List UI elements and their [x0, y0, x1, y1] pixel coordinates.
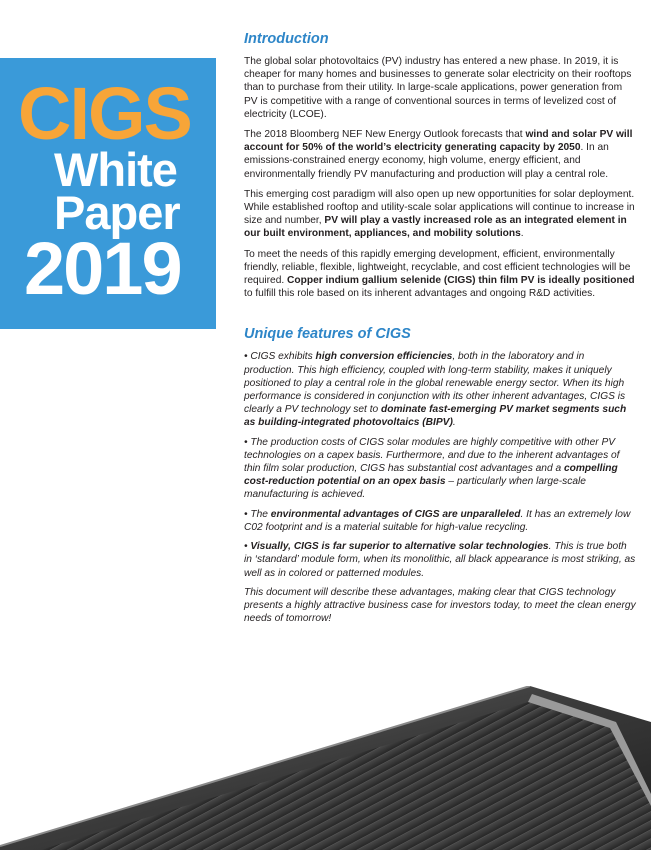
- features-list: [244, 350, 636, 579]
- text-span: The production costs of CIGS solar modules are highly competitive with other PV technologies on a capex basis. Furthermore, and due to the inherent advantages of thin film solar production, CIGS has substantial cost advantages and a: [244, 436, 620, 475]
- bold-span: dominate fast-emerging PV market segments such as building-integrated photovoltaics (BIPV): [244, 404, 627, 429]
- text-span: , both in the laboratory and in production. This high efficiency, coupled with long-term stability, makes it uniquely positioned to play a central role in the global renewable energy sector. When its high performance is considered in conjunction with its other inherent advantages, CIGS is clearly a PV technology set to: [244, 351, 626, 416]
- text-span: .: [452, 417, 456, 429]
- introduction-heading: Introduction: [244, 31, 329, 47]
- text-span: to fulfill this role based on its inherent advantages and ongoing R&D activities.: [244, 288, 596, 300]
- title-year: 2019: [24, 226, 181, 310]
- text-span: The: [250, 508, 271, 520]
- intro-paragraph-4: [244, 248, 636, 301]
- feature-item-environment: [244, 508, 636, 534]
- bold-span: compelling cost-reduction potential on an opex basis: [244, 463, 618, 488]
- feature-item-efficiency: [244, 350, 636, 429]
- text-span: . It has an extremely low C02 footprint and is a material suitable for high-value recycling.: [244, 508, 631, 533]
- bold-span: high conversion efficiencies: [315, 351, 453, 363]
- text-span: . This is true both in ‘standard’ module form, when its monolithic, all black appearance is most striking, as well as in colored or patterned modules.: [244, 541, 636, 579]
- text-span: The 2018 Bloomberg NEF New Energy Outlook forecasts that: [244, 129, 526, 141]
- text-span: . In an emissions-constrained energy economy, high volume, energy efficient, and environmentally friendly PV manufacturing and production will play a central role.: [244, 142, 609, 180]
- bold-span: environmental advantages of CIGS are unparalleled: [270, 508, 521, 520]
- title-block: [0, 58, 216, 329]
- closing-paragraph: This document will describe these advantages, making clear that CIGS technology presents a highly attractive business case for investors today, to meet the clean energy needs of tomorrow!: [244, 586, 636, 625]
- solar-panel-image: [0, 686, 651, 850]
- title-paper: Paper: [54, 186, 180, 240]
- bold-span: PV will play a vastly increased role as an integrated element in our built environment, appliances, and mobility solutions: [244, 215, 627, 240]
- intro-paragraph-1: The global solar photovoltaics (PV) industry has entered a new phase. In 2019, it is cheaper for many homes and businesses to generate solar electricity on their rooftops than to purchase from their utility. In large-scale applications, power generation from PV is competitive with a range of conventional sources in terms of levelized cost of electricity (LCOE).: [244, 56, 632, 120]
- text-span: This emerging cost paradigm will also open up new opportunities for solar deployment. While established rooftop and utility-scale solar applications will continue to increase in size and number,: [244, 188, 635, 227]
- feature-item-cost: [244, 436, 636, 502]
- features-heading: Unique features of CIGS: [244, 326, 411, 343]
- text-span: .: [520, 228, 524, 240]
- intro-paragraph-2: [244, 128, 636, 181]
- intro-paragraph-3: [244, 188, 636, 241]
- title-cigs: CIGS: [18, 72, 191, 155]
- bold-span: Visually, CIGS is far superior to alternative solar technologies: [250, 541, 549, 553]
- bold-span: Copper indium gallium selenide (CIGS) thin film PV is ideally positioned: [287, 275, 635, 287]
- text-span: – particularly when large-scale manufacturing is achieved.: [244, 476, 586, 501]
- main-content: [244, 31, 636, 632]
- text-span: CIGS exhibits: [250, 351, 316, 363]
- feature-item-visual: [244, 540, 636, 580]
- bold-span: wind and solar PV will account for 50% of the world’s electricity generating capacity by 2050: [244, 129, 633, 154]
- title-white: White: [54, 143, 177, 197]
- text-span: To meet the needs of this rapidly emerging development, efficient, environmentally friendly, reliable, flexible, lightweight, recyclable, and cost efficient technologies will be required.: [244, 248, 631, 287]
